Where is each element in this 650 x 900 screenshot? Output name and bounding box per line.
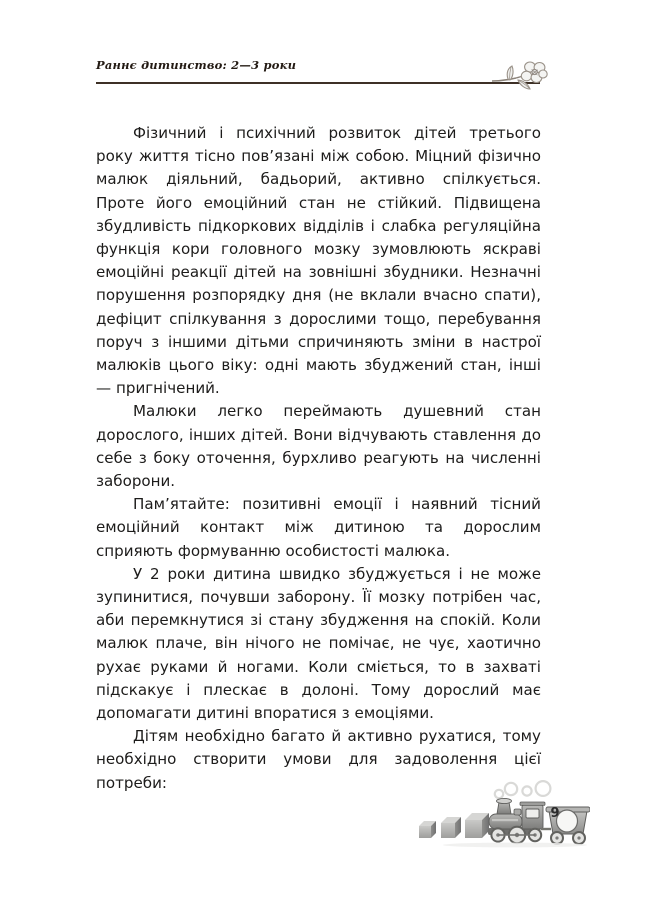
paragraph-2: Малюки легко переймають душевний стан дорослого, інших дітей. Вони відчувають ставлення до себе з боку оточення, бурхливо реагують на численні заборони. <box>96 402 541 491</box>
toy-block-2 <box>441 817 461 838</box>
paragraph-4: У 2 роки дитина швидко збуджується і не може зупинитися, почувши заборону. Її мозку потрібен час, аби перемкнутися зі стану збудження на спокій. Коли малюк плаче, він нічого не помічає, не чує, хаотично рухає руками й ногами. Коли сміється, то в захваті підскакує і плескає в долоні. Тому дорослий має допомагати дитині впоратися з емоціями. <box>96 564 541 723</box>
page-number: 9 <box>550 806 560 821</box>
page-header <box>96 58 540 84</box>
toy-block-1 <box>419 821 436 838</box>
toy-block-3 <box>465 813 489 838</box>
running-head: Раннє дитинство: 2—3 роки <box>96 58 297 72</box>
locomotive <box>488 798 551 843</box>
smoke-puffs <box>495 781 551 798</box>
paragraph-1: Фізичний і психічний розвиток дітей третього року життя тісно пов’язані між собою. Міцний фізично малюк діяльний, бадьорий, активно спілкується. Проте його емоційний стан не стійкий. Підвищена збудливість підкоркових відділів і слабка регуляційна функція кори головного мозку зумовлюють яскраві емоційні реакції дітей на зовнішні збудники. Незначні порушення розпорядку дня (не вклали вчасно спати), дефіцит спілкування з дорослими тощо, перебування поруч з іншими дітьми спричиняють зміни в настрої малюків цього віку: одні мають збуджений стан, інші — пригнічений. <box>96 124 541 398</box>
body-text-column <box>96 122 541 795</box>
header-rule-group <box>96 82 540 84</box>
header-divider <box>96 82 540 84</box>
paragraph-5: Дітям необхідно багато й активно рухатися, тому необхідно створити умови для задоволення цієї потреби: <box>96 727 541 792</box>
paragraph-3: Пам’ятайте: позитивні емоції і наявний тісний емоційний контакт між дитиною та дорослим сприяють формуванню особистості малюка. <box>96 495 541 560</box>
